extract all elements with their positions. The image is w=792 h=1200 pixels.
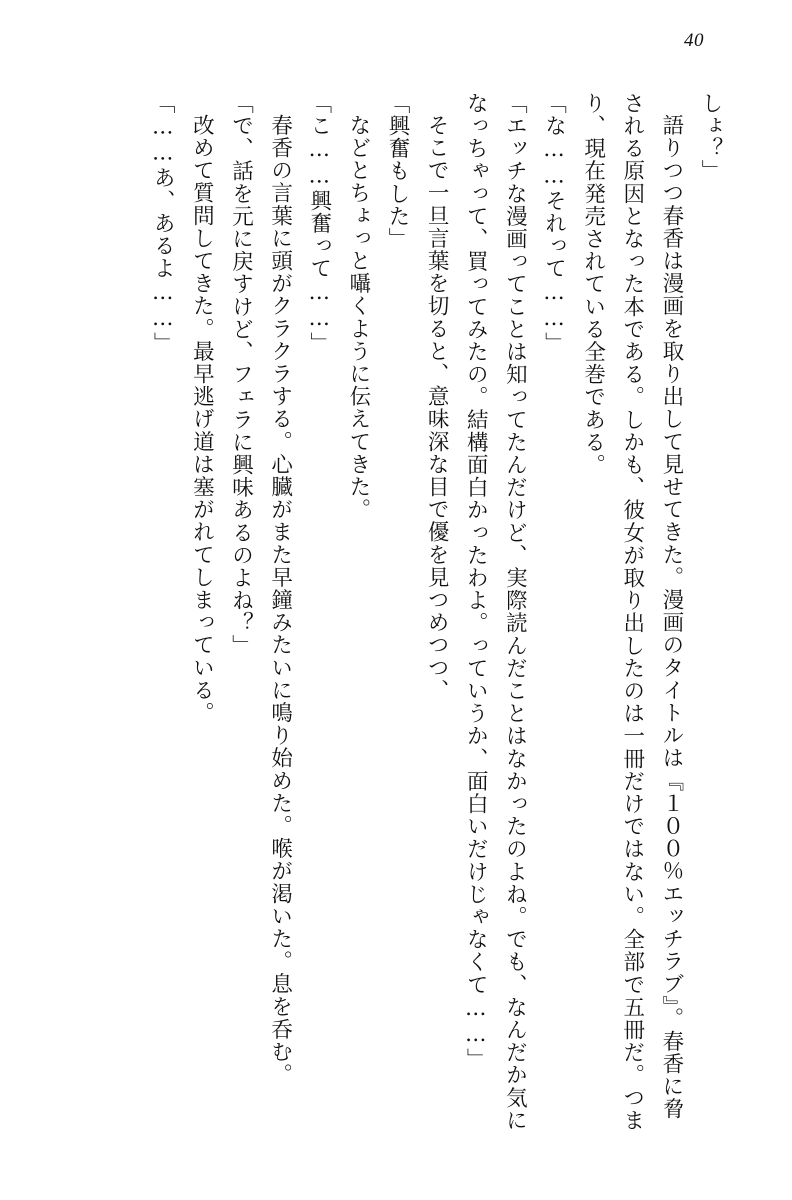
paragraph: 春香の言葉に頭がクラクラする。心臓がまた早鐘みたいに鳴り始めた。喉が渇いた。息を呑む。 <box>267 113 293 1086</box>
paragraph: 「……あ、あるよ……」 <box>150 92 176 355</box>
paragraph: 「な……それって……」 <box>541 92 567 355</box>
page-number: 40 <box>684 30 704 51</box>
paragraph: 「で、話を元に戻すけど、フェラに興味あるのよね？」 <box>228 92 254 657</box>
paragraph: などとちょっと囁くように伝えてきた。 <box>345 113 371 521</box>
paragraph: しょ？」 <box>698 92 723 183</box>
paragraph: 「エッチな漫画ってことは知ってたんだけど、実際読んだことはなかったのよね。でも、なんだか気になっちゃって、買ってみたの。結構面白かったわよ。っていうか、面白いだけじゃなくて……」 <box>463 92 528 1132</box>
paragraph: 語りつつ春香は漫画を取り出して見せてきた。漫画のタイトルは『１００％エッチラブ』。春香に脅される原因となった本である。しかも、彼女が取り出したのは一冊だけではない。全部で五冊だ。つまり、現在発売されている全巻である。 <box>580 92 684 1132</box>
paragraph: 「こ……興奮って……」 <box>306 92 332 355</box>
paragraph: 「興奮もした」 <box>385 92 410 251</box>
paragraph: そこで一旦言葉を切ると、意味深な目で優を見つめつつ、 <box>424 113 450 702</box>
paragraph: 改めて質問してきた。最早逃げ道は塞がれてしまっている。 <box>189 113 215 724</box>
vertical-text-body <box>52 92 730 1132</box>
